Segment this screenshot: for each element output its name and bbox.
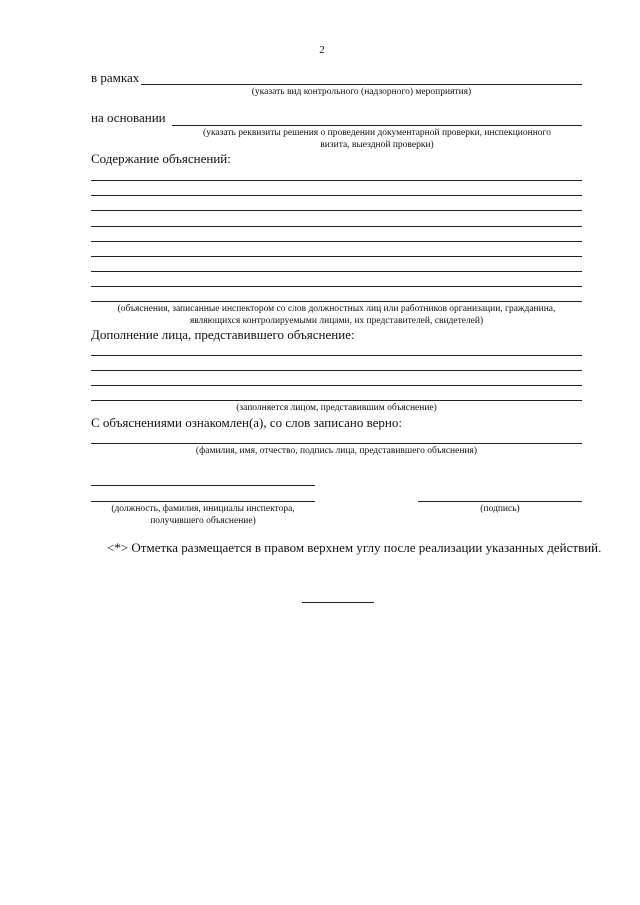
- signature-caption: (подпись): [480, 504, 520, 514]
- inspector-fill-line: [91, 485, 315, 486]
- content-fill-line: [91, 301, 582, 302]
- signature-fill-line: [418, 501, 582, 502]
- closing-rule: [302, 602, 374, 603]
- footnote-text: <*> Отметка размещается в правом верхнем углу после реализации указанных действий.: [107, 540, 602, 555]
- addition-fill-line: [91, 355, 582, 356]
- acquainted-caption: (фамилия, имя, отчество, подпись лица, представившего объяснения): [195, 446, 478, 456]
- acquainted-label: С объяснениями ознакомлен(а), со слов записано верно:: [91, 415, 402, 430]
- content-caption-line2: являющихся контролируемыми лицами, их представителей, свидетелей): [189, 316, 484, 326]
- inspector-caption-line1: (должность, фамилия, инициалы инспектора,: [111, 504, 295, 514]
- content-caption-line1: (объяснения, записанные инспектором со слов должностных лиц или работников организации, гражданина,: [117, 304, 556, 314]
- content-label: Содержание объяснений:: [91, 151, 231, 166]
- framework-fill-line: [141, 84, 582, 85]
- content-fill-line: [91, 180, 582, 181]
- inspector-fill-line: [91, 501, 315, 502]
- content-fill-line: [91, 241, 582, 242]
- framework-caption: (указать вид контрольного (надзорного) мероприятия): [251, 87, 472, 97]
- content-fill-line: [91, 271, 582, 272]
- content-fill-line: [91, 286, 582, 287]
- framework-label: в рамках: [91, 70, 140, 85]
- addition-fill-line: [91, 400, 582, 401]
- basis-fill-line: [172, 125, 582, 126]
- addition-caption: (заполняется лицом, представившим объяснение): [236, 403, 437, 413]
- page-number: 2: [319, 44, 325, 56]
- content-fill-line: [91, 256, 582, 257]
- basis-caption-line2: визита, выездной проверки): [320, 140, 434, 150]
- content-fill-line: [91, 210, 582, 211]
- content-fill-line: [91, 195, 582, 196]
- inspector-caption-line2: получившего объяснение): [150, 516, 256, 526]
- acquainted-fill-line: [91, 443, 582, 444]
- basis-caption-line1: (указать реквизиты решения о проведении документарной проверки, инспекционного: [203, 128, 551, 138]
- basis-label: на основании: [91, 110, 166, 125]
- content-fill-line: [91, 226, 582, 227]
- addition-fill-line: [91, 370, 582, 371]
- addition-label: Дополнение лица, представившего объяснение:: [91, 327, 355, 342]
- addition-fill-line: [91, 385, 582, 386]
